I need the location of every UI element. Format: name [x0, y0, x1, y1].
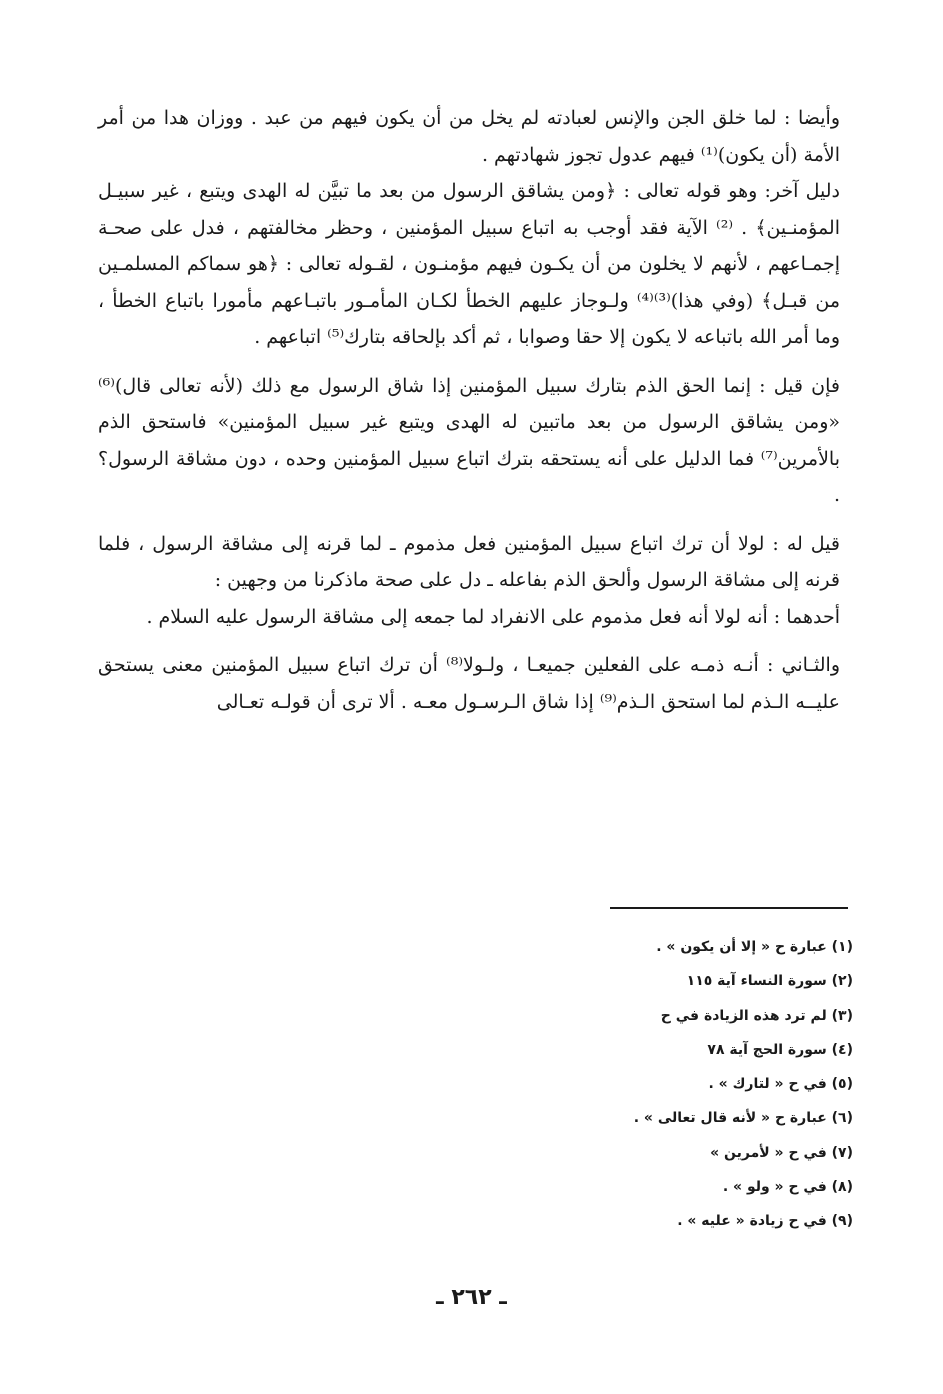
footnote-divider — [610, 907, 848, 909]
footnote-5: (٥) في ح « لتارك » . — [708, 1076, 853, 1093]
footnote-2: (٢) سورة النساء آية ١١٥ — [686, 973, 853, 990]
paragraph-1: وأيضا : لما خلق الجن والإنس لعبادته لم يخل من أن يكون فيهم من عبد . ووزان هدا من أمر الأمة (أن يكون)⁽¹⁾ فيهم عدول تجوز شهادتهم . — [98, 107, 840, 166]
paragraph-2: دليل آخر: وهو قوله تعالى : ﴿ومن يشاقق الرسول من بعد ما تبيَّن له الهدى ويتبع ، غير سبيـل المؤمنـين﴾ . ⁽²⁾ الآية فقد أوجب به اتباع سبيل المؤمنين ، وحظر مخالفتهم ، فدل على صحـة إجمـاعهم ، لأنهم لا يخلون من أن يكـون فيهم مؤمنـون ، لقـوله تعالى : ﴿هو سماكم المسلمـين من قبـل﴾ (وفي هذا)⁽³⁾⁽⁴⁾ ولـوجاز عليهم الخطأ لكـان المأمـور باتبـاعهم مأمورا باتباع الخطأ ، وما أمر الله باتباعه لا يكون إلا حقا وصوابا ، ثم أكد بإلحاقه بتارك⁽⁵⁾ اتباعهم . — [98, 180, 840, 348]
footnote-7: (٧) في ح « لأمرين » — [710, 1144, 853, 1161]
footnote-1: (١) عبارة ح « إلا أن يكون » . — [656, 939, 853, 955]
paragraph-5: أحدهما : أنه لولا أنه فعل مذموم على الانفراد لما جمعه إلى مشاقة الرسول عليه السلام . — [146, 605, 840, 628]
footnote-6: (٦) عبارة ح « لأنه قال تعالى » . — [633, 1110, 853, 1127]
paragraph-4: قيل له : لولا أن ترك اتباع سبيل المؤمنين فعل مذموم ـ لما قرنه إلى مشاقة الرسول ، فلما قرنه إلى مشاقة الرسول وألحق الذم بفاعله ـ دل على صحة ماذكرنا من وجهين : — [98, 532, 840, 591]
main-text — [98, 100, 840, 732]
footnotes-list — [253, 930, 853, 1239]
footnote-4: (٤) سورة الحج آية ٧٨ — [707, 1041, 853, 1058]
paragraph-6: والثـاني : أنـه ذمـه على الفعلين جميعـا ، ولـولا⁽⁸⁾ أن ترك اتباع سبيل المؤمنين معنى يستحق عليــه الـذم لما استحق الـذم⁽⁹⁾ إذا شاق الـرسـول معـه . ألا ترى أن قولـه تعـالى — [98, 654, 840, 713]
footnote-8: (٨) في ح « ولو » . — [722, 1179, 853, 1196]
footnote-3: (٣) لم ترد هذه الزيادة في ح — [660, 1007, 853, 1024]
footnote-9: (٩) في ح زيادة « عليه » . — [677, 1213, 853, 1230]
paragraph-3: فإن قيل : إنما الحق الذم بتارك سبيل المؤمنين إذا شاق الرسول مع ذلك (لأنه تعالى قال)⁽⁶⁾ «ومن يشاقق الرسول من بعد ماتبين له الهدى ويتبع غير سبيل المؤمنين» فاستحق الذم بالأمرين⁽⁷⁾ فما الدليل على أنه يستحقه بترك اتباع سبيل المؤمنين وحده ، دون مشاقة الرسول؟ . — [98, 374, 840, 506]
page-number: ـ ٢٦٢ ـ — [436, 1285, 507, 1310]
